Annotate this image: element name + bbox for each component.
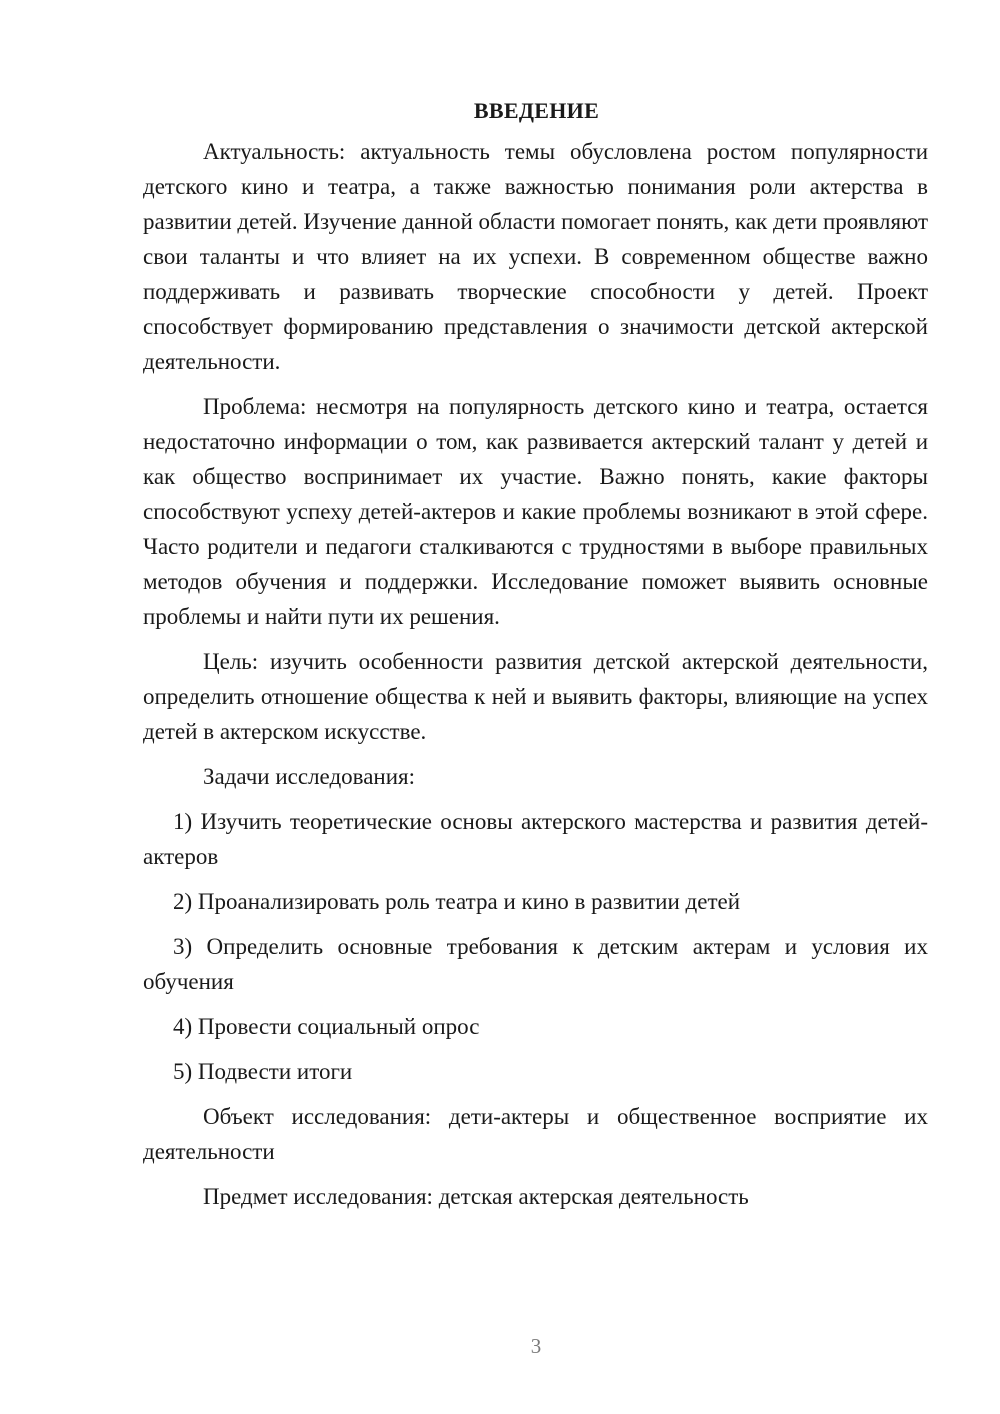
task-item-5: 5) Подвести итоги — [173, 1059, 353, 1084]
task-item-4: 4) Провести социальный опрос — [173, 1014, 480, 1039]
task-item-2: 2) Проанализировать роль театра и кино в развитии детей — [173, 889, 741, 914]
page-title: ВВЕДЕНИЕ — [473, 98, 600, 123]
subject-paragraph: Предмет исследования: детская актерская деятельность — [203, 1184, 749, 1209]
goal-paragraph: Цель: изучить особенности развития детской актерской деятельности, определить отношение общества к ней и выявить факторы, влияющие на успех детей в актерском искусстве. — [143, 649, 928, 744]
page-number: 3 — [530, 1334, 542, 1358]
document-page — [143, 96, 928, 1214]
task-item-3: 3) Определить основные требования к детским актерам и условия их обучения — [143, 934, 928, 994]
object-paragraph: Объект исследования: дети-актеры и общественное восприятие их деятельности — [143, 1104, 928, 1164]
problem-paragraph: Проблема: несмотря на популярность детского кино и театра, остается недостаточно информации о том, как развивается актерский талант у детей и как общество воспринимает их участие. Важно понять, какие факторы способствуют успеху детей-актеров и какие проблемы возникают в этой сфере. Часто родители и педагоги сталкиваются с трудностями в выборе правильных методов обучения и поддержки. Исследование поможет выявить основные проблемы и найти пути их решения. — [143, 394, 928, 629]
tasks-heading: Задачи исследования: — [203, 764, 416, 789]
task-item-1: 1) Изучить теоретические основы актерского мастерства и развития детей-актеров — [143, 809, 928, 869]
relevance-paragraph: Актуальность: актуальность темы обусловлена ростом популярности детского кино и театра, а также важностью понимания роли актерства в развитии детей. Изучение данной области помогает понять, как дети проявляют свои таланты и что влияет на их успехи. В современном обществе важно поддерживать и развивать творческие способности у детей. Проект способствует формированию представления о значимости детской актерской деятельности. — [143, 139, 928, 374]
